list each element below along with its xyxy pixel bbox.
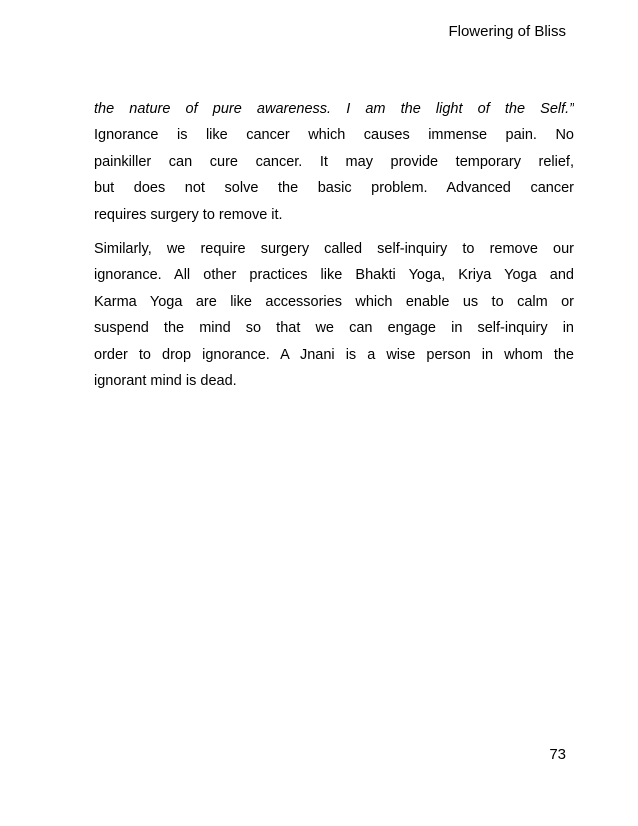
paragraph-2-line-5: order to drop ignorance. A Jnani is a wise person in whom the — [94, 346, 574, 363]
paragraph-2-line-2: ignorance. All other practices like Bhakti Yoga, Kriya Yoga and — [94, 267, 574, 284]
body-text — [94, 96, 574, 402]
paragraph-1-line-2: Ignorance is like cancer which causes immense pain. No — [94, 127, 574, 144]
paragraph-1-line-1: the nature of pure awareness. I am the light of the Self.” — [94, 101, 574, 117]
paragraph-1 — [94, 96, 574, 228]
paragraph-2 — [94, 236, 574, 394]
paragraph-1-line-3: painkiller can cure cancer. It may provide temporary relief, — [94, 153, 574, 170]
page-number: 73 — [549, 746, 566, 763]
paragraph-1-line-5: requires surgery to remove it. — [94, 206, 283, 223]
paragraph-2-line-4: suspend the mind so that we can engage in self-inquiry in — [94, 320, 574, 337]
running-header: Flowering of Bliss — [448, 23, 566, 40]
paragraph-2-line-3: Karma Yoga are like accessories which enable us to calm or — [94, 293, 574, 310]
paragraph-2-line-1: Similarly, we require surgery called self-inquiry to remove our — [94, 241, 574, 258]
paragraph-1-line-4: but does not solve the basic problem. Advanced cancer — [94, 180, 574, 197]
paragraph-2-line-6: ignorant mind is dead. — [94, 373, 237, 390]
